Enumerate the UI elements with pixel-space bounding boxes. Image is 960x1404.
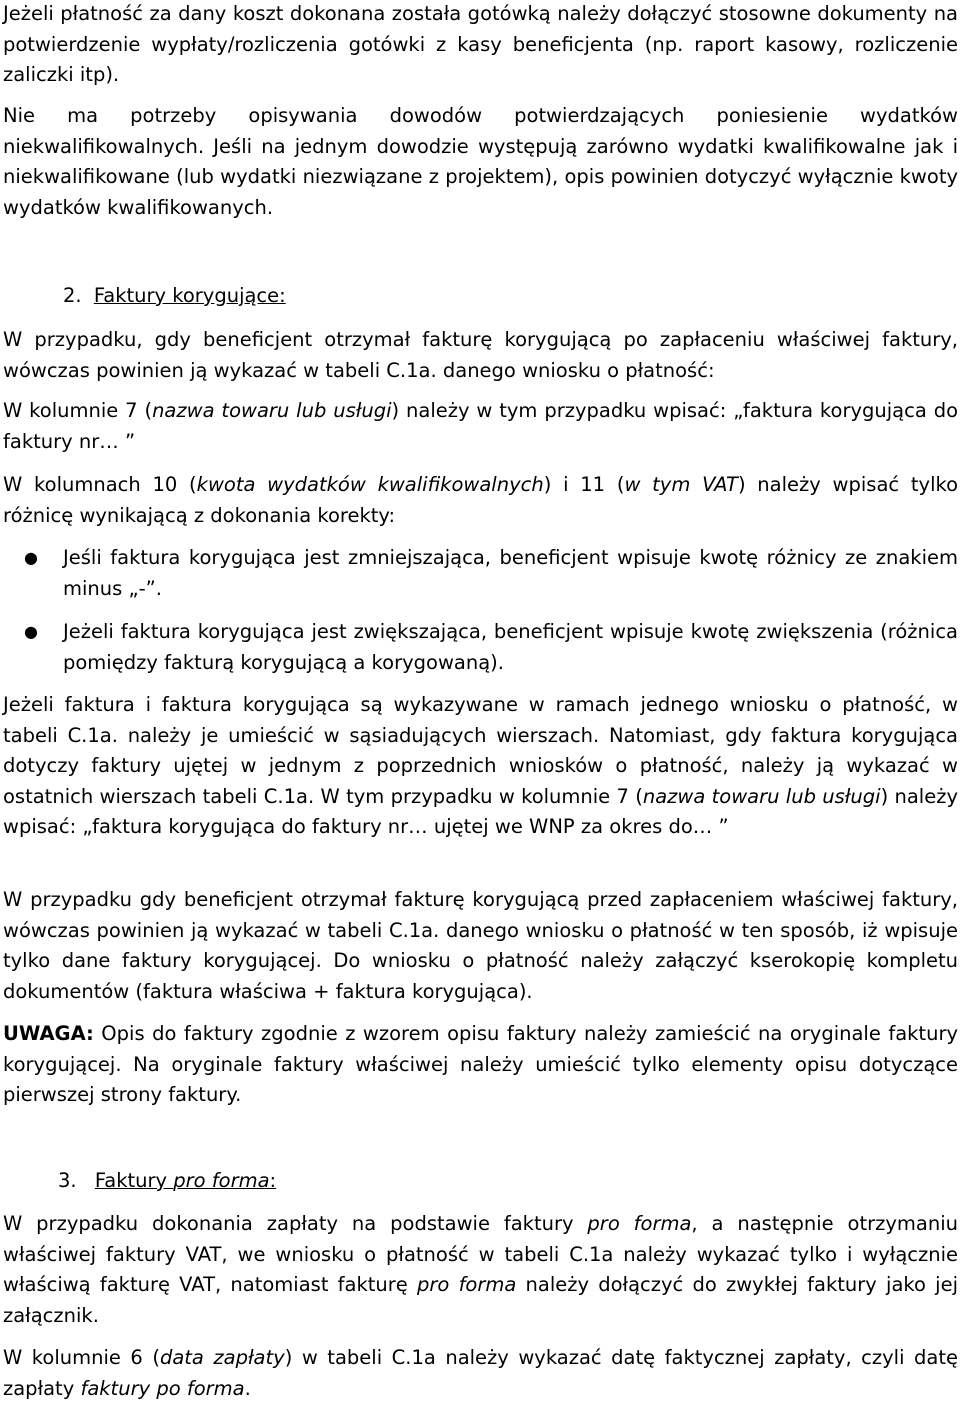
paragraph-non-eligible: Nie ma potrzeby opisywania dowodów potwierdzających poniesienie wydatków niekwalifikowalnych. Jeśli na jednym dowodzie występują zarówno wydatki kwalifikowalne jak i niekwalifikowane (lub wydatki niezwiązane z projektem), opis powinien dotyczyć wyłącznie kwoty wydatków kwalifikowanych. — [3, 104, 958, 219]
section-2-title: Faktury korygujące: — [93, 284, 286, 307]
section-2-number: 2. — [63, 284, 82, 307]
list-item: Jeżeli faktura korygująca jest zwiększająca, beneficjent wpisuje kwotę zwiększenia (różnica pomiędzy fakturą korygującą a korygowaną). — [63, 620, 958, 674]
paragraph-correction-before-payment: W przypadku gdy beneficjent otrzymał fakturę korygującą przed zapłaceniem właściwej faktury, wówczas powinien ją wykazać w tabeli C.1a. danego wniosku o płatność w ten sposób, iż wpisuje tylko dane faktury korygującej. Do wniosku o płatność należy załączyć kserokopię kompletu dokumentów (faktura właściwa + faktura korygująca). — [3, 888, 958, 1003]
paragraph-columns-10-11: W kolumnach 10 (kwota wydatków kwalifikowalnych) i 11 (w tym VAT) należy wpisać tylko różnicę wynikającą z dokonania korekty: — [3, 473, 959, 527]
note-label: UWAGA: — [3, 1022, 94, 1045]
paragraph-cash-payment: Jeżeli płatność za dany koszt dokonana została gotówką należy dołączyć stosowne dokumenty na potwierdzenie wypłaty/rozliczenia gotówki z kasy beneficjenta (np. raport kasowy, rozliczenie zaliczki itp). — [3, 2, 958, 86]
paragraph-correction-after-payment: W przypadku, gdy beneficjent otrzymał fakturę korygującą po zapłaceniu właściwej faktury, wówczas powinien ją wykazać w tabeli C.1a. danego wniosku o płatność: — [3, 328, 958, 382]
section-3-number: 3. — [58, 1169, 77, 1192]
paragraph-note: UWAGA: Opis do faktury zgodnie z wzorem opisu faktury należy zamieścić na oryginale faktury korygującej. Na oryginale faktury właściwej należy umieścić tylko elementy opisu dotyczące pierwszej strony faktury. — [3, 1022, 958, 1106]
section-2-heading — [63, 281, 286, 311]
paragraph-column-6: W kolumnie 6 (data zapłaty) w tabeli C.1a należy wykazać datę faktycznej zapłaty, czyli datę zapłaty faktury po forma. — [3, 1346, 959, 1400]
bullet-icon: ● — [24, 548, 38, 567]
paragraph-same-application: Jeżeli faktura i faktura korygująca są wykazywane w ramach jednego wniosku o płatność, w tabeli C.1a. należy je umieścić w sąsiadujących wierszach. Natomiast, gdy faktura korygująca dotyczy faktury ujętej w jednym z poprzednich wniosków o płatność, należy ją wykazać w ostatnich wierszach tabeli C.1a. W tym przypadku w kolumnie 7 (nazwa towaru lub usługi) należy wpisać: „faktura korygująca do faktury nr… ujętej we WNP za okres do… ” — [3, 693, 958, 838]
bullet-icon: ● — [24, 622, 38, 641]
paragraph-pro-forma: W przypadku dokonania zapłaty na podstawie faktury pro forma, a następnie otrzymaniu właściwej faktury VAT, we wniosku o płatność w tabeli C.1a należy wykazać tylko i wyłącznie właściwą fakturę VAT, natomiast fakturę pro forma należy dołączyć do zwykłej faktury jako jej załącznik. — [3, 1212, 958, 1327]
section-3-title: Faktury pro forma: — [94, 1169, 277, 1192]
paragraph-column-7: W kolumnie 7 (nazwa towaru lub usługi) należy w tym przypadku wpisać: „faktura korygująca do faktury nr… ” — [3, 399, 958, 453]
section-3-heading — [58, 1166, 276, 1196]
list-item: Jeśli faktura korygująca jest zmniejszająca, beneficjent wpisuje kwotę różnicy ze znakiem minus „-”. — [63, 546, 958, 600]
